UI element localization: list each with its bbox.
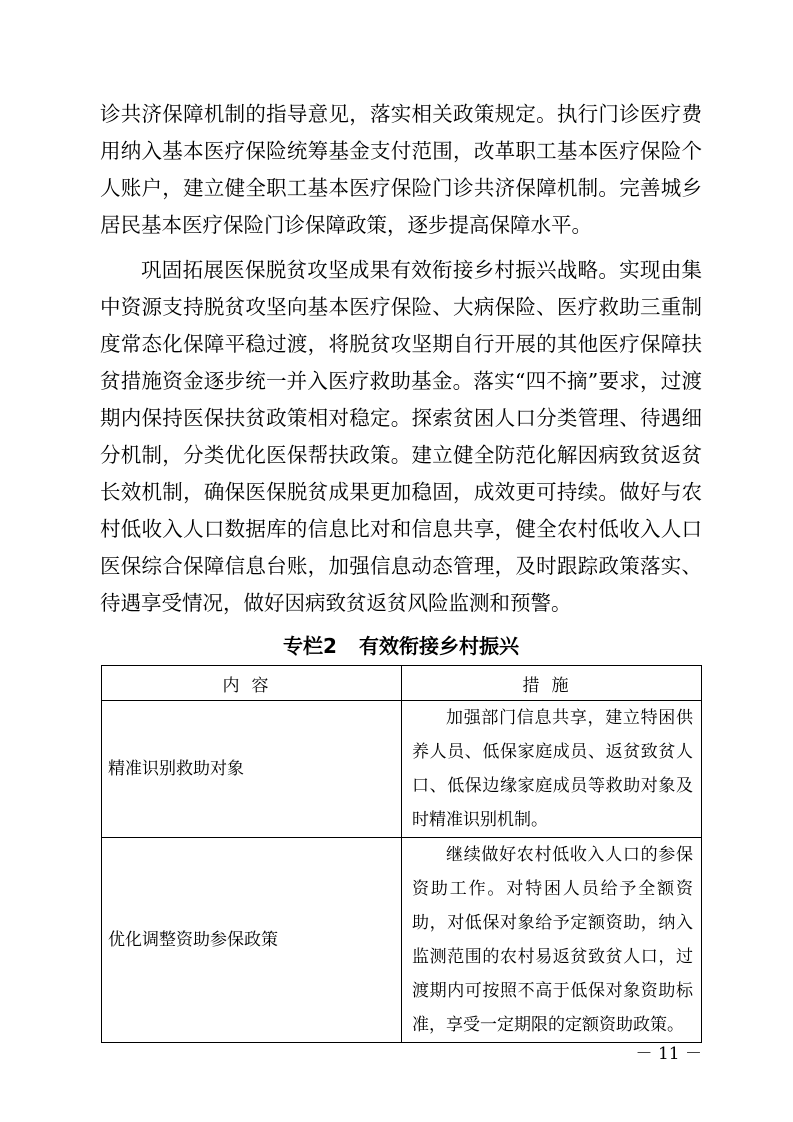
body-paragraph-1: 诊共济保障机制的指导意见，落实相关政策规定。执行门诊医疗费用纳入基本医疗保险统筹基金支付范围，改革职工基本医疗保险个人账户，建立健全职工基本医疗保险门诊共济保障机制。完善城乡居民基本医疗保险门诊保障政策，逐步提高保障水平。 [100, 102, 702, 237]
header-measures: 措施 [402, 666, 702, 701]
box-label: 专栏2 [283, 634, 337, 658]
row-measure-cell [402, 838, 702, 1043]
page-number: － 11 － [635, 1044, 702, 1064]
table-header-row [102, 666, 702, 701]
row-item: 优化调整资助参保政策 [102, 838, 402, 1043]
row-measure-cell [402, 701, 702, 838]
body-paragraph-2: 巩固拓展医保脱贫攻坚成果有效衔接乡村振兴战略。实现由集中资源支持脱贫攻坚向基本医疗保险、大病保险、医疗救助三重制度常态化保障平稳过渡，将脱贫攻坚期自行开展的其他医疗保障扶贫措施资金逐步统一并入医疗救助基金。落实“四不摘”要求，过渡期内保持医保扶贫政策相对稳定。探索贫困人口分类管理、待遇细分机制，分类优化医保帮扶政策。建立健全防范化解因病致贫返贫长效机制，确保医保脱贫成果更加稳固，成效更可持续。做好与农村低收入人口数据库的信息比对和信息共享，健全农村低收入人口医保综合保障信息台账，加强信息动态管理，及时跟踪政策落实、待遇享受情况，做好因病致贫返贫风险监测和预警。 [100, 258, 702, 615]
row-measure: 继续做好农村低收入人口的参保资助工作。对特困人员给予全额资助，对低保对象给予定额资助，纳入监测范围的农村易返贫致贫人口，过渡期内可按照不高于低保对象资助标准，享受一定期限的定额资助政策。 [412, 845, 693, 1035]
table-row [102, 838, 702, 1043]
table-row [102, 701, 702, 838]
measures-table [101, 665, 702, 1043]
row-item: 精准识别救助对象 [102, 701, 402, 838]
box-heading: 有效衔接乡村振兴 [358, 634, 519, 658]
row-measure: 加强部门信息共享，建立特困供养人员、低保家庭成员、返贫致贫人口、低保边缘家庭成员等救助对象及时精准识别机制。 [412, 708, 693, 830]
box-title [100, 632, 702, 660]
header-content: 内容 [102, 666, 402, 701]
